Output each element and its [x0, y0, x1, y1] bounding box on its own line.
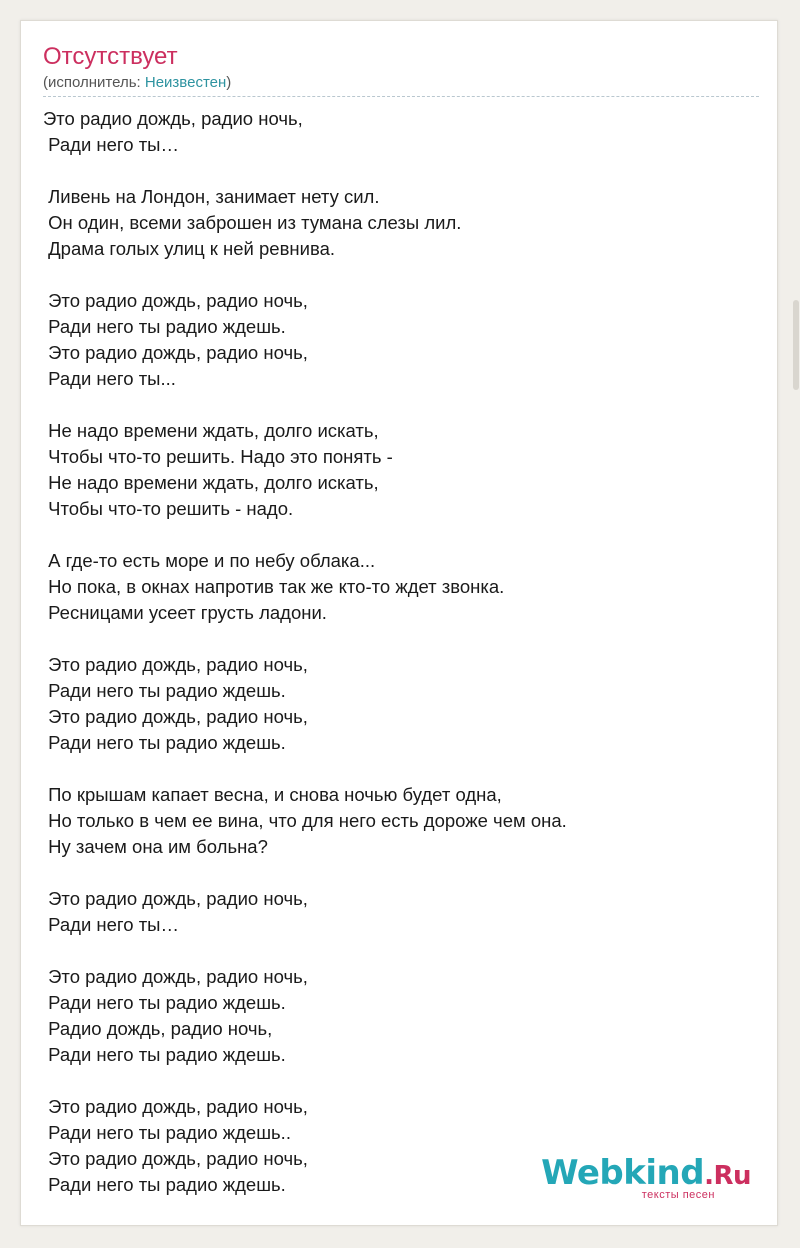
lyric-line: Это радио дождь, радио ночь, [43, 1148, 308, 1169]
site-logo[interactable] [541, 1153, 751, 1201]
lyric-line: А где-то есть море и по небу облака... [43, 550, 376, 571]
lyric-blank-line [43, 626, 763, 652]
lyric-blank-line [43, 860, 763, 886]
lyric-line: Не надо времени ждать, долго искать, [43, 420, 379, 441]
lyric-line: Ради него ты радио ждешь. [43, 732, 286, 753]
lyric-line: Ради него ты... [43, 368, 176, 389]
lyric-line: Ресницами усеет грусть ладони. [43, 602, 327, 623]
lyric-line: Ради него ты радио ждешь.. [43, 1122, 291, 1143]
lyric-line: Это радио дождь, радио ночь, [43, 342, 308, 363]
lyric-line: Чтобы что-то решить. Надо это понять - [43, 446, 393, 467]
lyrics-card [20, 20, 778, 1226]
lyric-blank-line [43, 262, 763, 288]
lyric-line: Это радио дождь, радио ночь, [43, 966, 308, 987]
song-title: Отсутствует [43, 43, 178, 70]
lyric-line: Ради него ты радио ждешь. [43, 680, 286, 701]
lyric-line: Но пока, в окнах напротив так же кто-то ждет звонка. [43, 576, 505, 597]
artist-prefix: (исполнитель: [43, 74, 145, 91]
lyric-line: Чтобы что-то решить - надо. [43, 498, 294, 519]
lyrics-text [43, 106, 763, 1198]
lyric-line: Ради него ты радио ждешь. [43, 1174, 286, 1195]
lyric-line: По крышам капает весна, и снова ночью будет одна, [43, 784, 502, 805]
lyric-line: Ради него ты… [43, 914, 179, 935]
lyric-line: Это радио дождь, радио ночь, [43, 888, 308, 909]
lyric-line: Ради него ты радио ждешь. [43, 992, 286, 1013]
lyric-blank-line [43, 756, 763, 782]
artist-line [43, 74, 759, 97]
lyric-line: Но только в чем ее вина, что для него есть дороже чем она. [43, 810, 567, 831]
lyric-line: Ливень на Лондон, занимает нету сил. [43, 186, 380, 207]
lyric-line: Не надо времени ждать, долго искать, [43, 472, 379, 493]
lyric-line: Ради него ты радио ждешь. [43, 316, 286, 337]
lyric-blank-line [43, 1068, 763, 1094]
page-scrollbar[interactable] [792, 0, 800, 1248]
logo-name: Webkind [541, 1153, 705, 1193]
lyric-line: Это радио дождь, радио ночь, [43, 1096, 308, 1117]
lyric-blank-line [43, 392, 763, 418]
scrollbar-thumb[interactable] [793, 300, 799, 390]
lyric-line: Он один, всеми заброшен из тумана слезы лил. [43, 212, 462, 233]
logo-wordmark [541, 1153, 751, 1193]
lyric-line: Драма голых улиц к ней ревнива. [43, 238, 336, 259]
lyric-line: Это радио дождь, радио ночь, [43, 706, 308, 727]
song-header [43, 43, 759, 97]
logo-domain: .Ru [704, 1161, 751, 1191]
lyric-blank-line [43, 938, 763, 964]
lyric-line: Радио дождь, радио ночь, [43, 1018, 273, 1039]
artist-link[interactable]: Неизвестен [144, 74, 227, 91]
lyric-blank-line [43, 158, 763, 184]
artist-suffix: ) [226, 74, 232, 91]
lyric-line: Ради него ты… [43, 134, 179, 155]
lyric-line: Ну зачем она им больна? [43, 836, 268, 857]
lyric-line: Ради него ты радио ждешь. [43, 1044, 286, 1065]
logo-tagline: тексты песен [641, 1189, 715, 1201]
lyric-line: Это радио дождь, радио ночь, [43, 108, 303, 129]
lyric-line: Это радио дождь, радио ночь, [43, 290, 308, 311]
lyric-line: Это радио дождь, радио ночь, [43, 654, 308, 675]
lyric-blank-line [43, 522, 763, 548]
